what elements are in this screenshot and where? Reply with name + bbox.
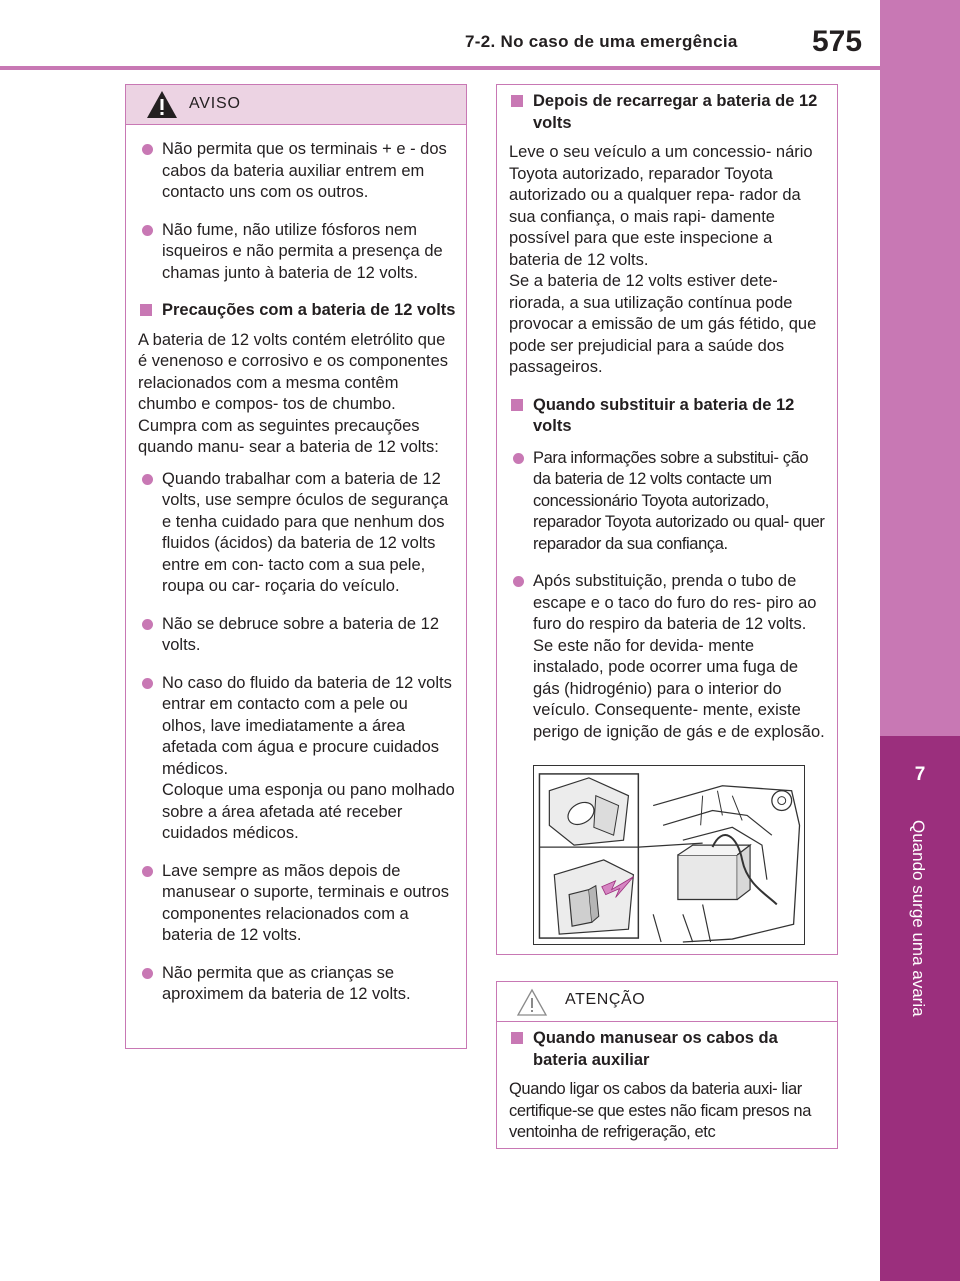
warning-box [125,84,467,1049]
header-rule [0,66,880,70]
precaution-item: Quando trabalhar com a bateria de 12 volts, use sempre óculos de segurança e tenha cuidado para que nenhum dos fluidos (ácidos) da bateria de 12 volts entre em con- tacto com a sua pele, roupa ou car- roçaria do veículo. [138,469,456,598]
caution-triangle-icon [516,988,548,1017]
section-title: 7-2. No caso de uma emergência [465,32,738,51]
notice-content [497,1028,837,1144]
precaution-item: Lave sempre as mãos depois de manusear o suporte, terminais e outros componentes relacionados com a bateria de 12 volts. [138,861,456,947]
replace-item: Para informações sobre a substitui- ção da bateria de 12 volts contacte um concessionário Toyota autorizado, reparador Toyota autorizado ou qual- quer reparador da sua confiança. [509,448,827,556]
precaution-item [138,673,456,845]
precautions-intro: A bateria de 12 volts contém eletrólito que é venenoso e corrosivo e os componentes relacionados com a mesma contêm chumbo e compos- tos de chumbo. Cumpra com as seguintes precauções quando manu- sear a bateria de 12 volts: [138,330,449,456]
replace-item: Após substituição, prenda o tubo de escape e o taco do furo do res- piro ao furo do respiro da bateria de 12 volts. Se este não for devida- mente instalado, pode ocorrer uma fuga de gás (hidrogénio) para o interior do veículo. Consequente- mente, existe perigo de ignição de gás e de explosão. [509,571,827,743]
notice-box [496,981,838,1149]
precaution-item: Não permita que as crianças se aproximem da bateria de 12 volts. [138,963,456,1006]
chapter-title: Quando surge uma avaria [909,820,928,1017]
warning-triangle-icon [145,89,179,121]
precautions-heading: Precauções com a bateria de 12 volts [138,300,456,322]
page-number: 575 [812,25,863,58]
warning-box-continued [496,84,838,955]
notice-header [497,982,837,1022]
warning-continued-content [497,91,837,952]
notice-heading: Quando manusear os cabos da bateria auxiliar [509,1028,827,1071]
warning-header [126,85,466,125]
precaution-item-extra: Coloque uma esponja ou pano molhado sobre a área afetada até receber cuidados médicos. [162,781,455,842]
recharge-paragraph: Se a bateria de 12 volts estiver dete- riorada, a sua utilização contínua pode provocar a emissão de um gás fétido, que pode ser prejudicial para a saúde dos passageiros. [509,272,817,376]
notice-text: Quando ligar os cabos da bateria auxi- liar certifique-se que estes não ficam presos na ventoinha de refrigeração, etc [509,1080,811,1141]
precaution-item-text: No caso do fluido da bateria de 12 volts entrar em contacto com a pele ou olhos, lave imediatamente a área afetada com água e procure cuidados médicos. [162,673,452,778]
warning-item: Não fume, não utilize fósforos nem isqueiros e não permita a presença de chamas junto à bateria de 12 volts. [138,220,456,285]
chapter-number: 7 [914,764,926,785]
warning-content [126,139,466,1006]
side-tab-light [880,0,960,736]
battery-illustration [533,765,805,945]
warning-title: AVISO [189,95,241,112]
recharge-heading: Depois de recarregar a bateria de 12 volts [509,91,827,134]
recharge-paragraph: Leve o seu veículo a um concessio- nário Toyota autorizado, reparador Toyota autorizado ou a qualquer repa- rador da sua confiança, o mais rapi- damente possível para que este inspecione a bateria de 12 volts. [509,143,813,269]
precaution-item: Não se debruce sobre a bateria de 12 volts. [138,614,456,657]
notice-title: ATENÇÃO [565,991,646,1008]
replace-heading: Quando substituir a bateria de 12 volts [509,395,827,438]
warning-item: Não permita que os terminais + e - dos cabos da bateria auxiliar entrem em contacto uns com os outros. [138,139,456,204]
